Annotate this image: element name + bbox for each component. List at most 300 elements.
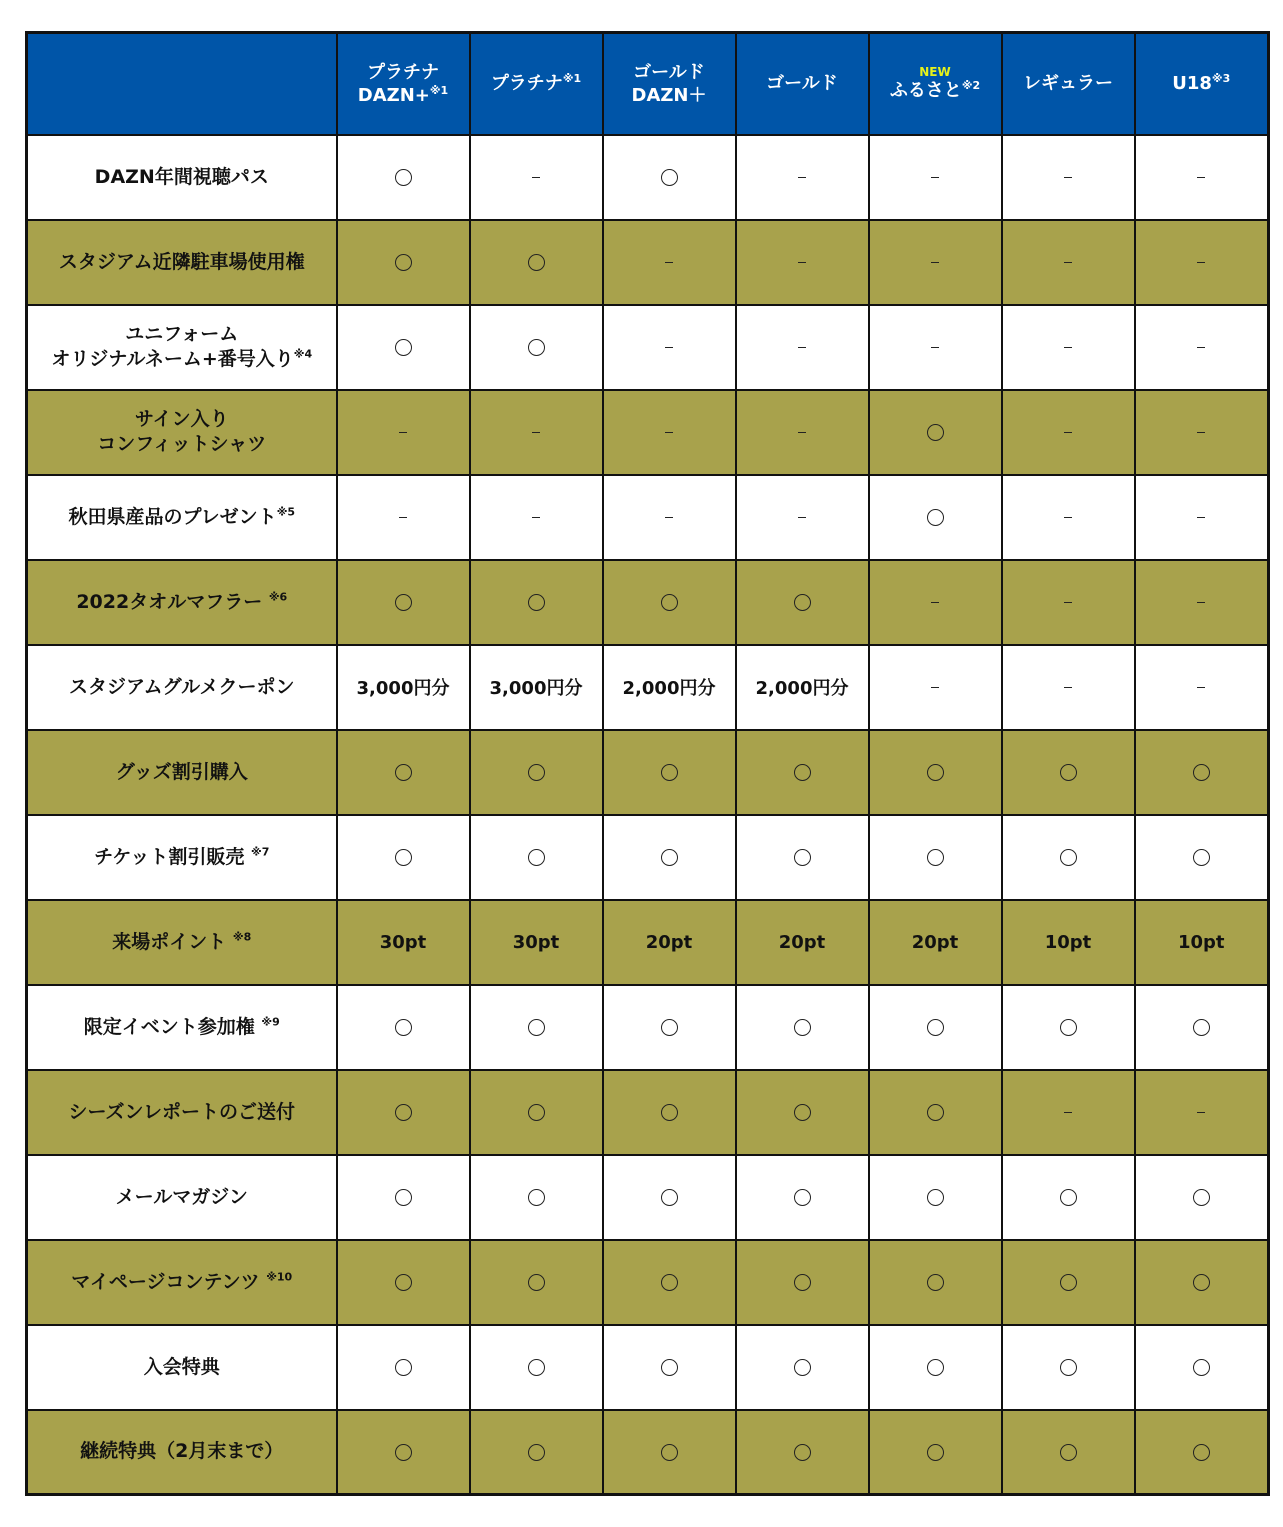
included-cell (1002, 730, 1135, 815)
circle-mark-icon (528, 1359, 545, 1376)
not-included-cell (1002, 135, 1135, 220)
included-cell (1002, 1240, 1135, 1325)
feature-name-line (28, 590, 336, 615)
not-included-cell (736, 475, 869, 560)
table-row (27, 985, 1269, 1070)
value-cell: 3,000円分 (470, 645, 603, 730)
not-included-cell (1002, 475, 1135, 560)
included-cell (470, 985, 603, 1070)
not-included-cell (470, 390, 603, 475)
included-cell (337, 730, 470, 815)
new-badge: NEW (919, 64, 951, 79)
circle-mark-icon (794, 594, 811, 611)
circle-mark-icon (927, 1359, 944, 1376)
feature-label-cell (27, 730, 337, 815)
circle-mark-icon (661, 1104, 678, 1121)
footnote-mark: ※6 (268, 590, 288, 604)
plan-header-cell (470, 33, 603, 135)
value-cell: 30pt (337, 900, 470, 985)
table-row (27, 1155, 1269, 1240)
included-cell (1002, 815, 1135, 900)
circle-mark-icon (1060, 764, 1077, 781)
included-cell (337, 560, 470, 645)
dash-mark-icon (1064, 687, 1072, 689)
feature-name-line (28, 347, 336, 372)
plan-name-suffix: DAZN＋ (631, 84, 707, 106)
table-body (27, 135, 1269, 1495)
feature-name: スタジアム近隣駐車場使用権 (58, 250, 305, 273)
included-cell (470, 560, 603, 645)
table-row (27, 900, 1269, 985)
dash-mark-icon (798, 177, 806, 179)
plan-name: ゴールド (633, 61, 705, 83)
circle-mark-icon (794, 1019, 811, 1036)
circle-mark-icon (528, 764, 545, 781)
circle-mark-icon (794, 1274, 811, 1291)
circle-mark-icon (661, 764, 678, 781)
included-cell (1135, 1155, 1269, 1240)
circle-mark-icon (1060, 1274, 1077, 1291)
value-cell: 10pt (1002, 900, 1135, 985)
circle-mark-icon (661, 169, 678, 186)
not-included-cell (603, 305, 736, 390)
circle-mark-icon (927, 1189, 944, 1206)
circle-mark-icon (1193, 1019, 1210, 1036)
circle-mark-icon (395, 849, 412, 866)
not-included-cell (1002, 390, 1135, 475)
not-included-cell (603, 475, 736, 560)
footnote-mark: ※8 (232, 930, 252, 944)
not-included-cell (1002, 1070, 1135, 1155)
included-cell (470, 220, 603, 305)
circle-mark-icon (661, 1444, 678, 1461)
feature-name-line (28, 1355, 336, 1380)
not-included-cell (603, 220, 736, 305)
table-row (27, 475, 1269, 560)
included-cell (337, 305, 470, 390)
included-cell (1135, 1240, 1269, 1325)
not-included-cell (337, 475, 470, 560)
plan-name: プラチナ (490, 73, 563, 95)
dash-mark-icon (665, 262, 673, 264)
circle-mark-icon (927, 1019, 944, 1036)
dash-mark-icon (798, 517, 806, 519)
plan-header-cell (736, 33, 869, 135)
plan-header-cell (337, 33, 470, 135)
plan-name-line (604, 84, 735, 107)
included-cell (1002, 1325, 1135, 1410)
feature-name-line (28, 1185, 336, 1210)
value-cell: 20pt (736, 900, 869, 985)
feature-name-second-line: コンフィットシャツ (97, 433, 267, 455)
dash-mark-icon (798, 262, 806, 264)
dash-mark-icon (931, 347, 939, 349)
included-cell (736, 985, 869, 1070)
footnote-mark: ※2 (961, 78, 981, 92)
dash-mark-icon (1197, 262, 1205, 264)
feature-name-line (28, 1439, 336, 1464)
included-cell (1135, 1325, 1269, 1410)
table-row (27, 1410, 1269, 1495)
value-cell: 3,000円分 (337, 645, 470, 730)
plan-name-line (471, 72, 602, 95)
included-cell (736, 1410, 869, 1495)
footnote-mark: ※3 (1211, 72, 1231, 86)
circle-mark-icon (528, 594, 545, 611)
dash-mark-icon (399, 517, 407, 519)
circle-mark-icon (1193, 849, 1210, 866)
table-row (27, 220, 1269, 305)
circle-mark-icon (1193, 1359, 1210, 1376)
dash-mark-icon (931, 262, 939, 264)
table-row (27, 815, 1269, 900)
feature-name: グッズ割引購入 (115, 760, 248, 783)
not-included-cell (1135, 135, 1269, 220)
feature-name: DAZN年間視聴パス (94, 165, 269, 188)
not-included-cell (603, 390, 736, 475)
included-cell (869, 1240, 1002, 1325)
dash-mark-icon (1197, 602, 1205, 604)
feature-name: 入会特典 (143, 1355, 220, 1378)
plan-name: U18 (1172, 73, 1212, 95)
not-included-cell (470, 135, 603, 220)
included-cell (603, 1155, 736, 1240)
included-cell (1135, 985, 1269, 1070)
included-cell (470, 730, 603, 815)
circle-mark-icon (794, 1359, 811, 1376)
circle-mark-icon (1193, 1444, 1210, 1461)
included-cell (869, 1070, 1002, 1155)
not-included-cell (1135, 220, 1269, 305)
included-cell (736, 1325, 869, 1410)
feature-name-line (28, 845, 336, 870)
included-cell (1002, 1410, 1135, 1495)
not-included-cell (1135, 1070, 1269, 1155)
table-row (27, 305, 1269, 390)
included-cell (736, 1155, 869, 1240)
footnote-mark: ※5 (276, 505, 296, 519)
table-row (27, 1240, 1269, 1325)
value-cell: 20pt (603, 900, 736, 985)
footnote-mark: ※4 (293, 347, 313, 361)
feature-name: 限定イベント参加権 (83, 1015, 262, 1038)
feature-label-cell (27, 815, 337, 900)
included-cell (603, 1070, 736, 1155)
feature-label-cell (27, 1410, 337, 1495)
circle-mark-icon (927, 1274, 944, 1291)
circle-mark-icon (794, 764, 811, 781)
dash-mark-icon (798, 432, 806, 434)
not-included-cell (470, 475, 603, 560)
feature-label-cell (27, 390, 337, 475)
dash-mark-icon (1197, 517, 1205, 519)
circle-mark-icon (661, 1189, 678, 1206)
dash-mark-icon (665, 432, 673, 434)
feature-name-line (28, 930, 336, 955)
feature-name: ユニフォーム (125, 323, 239, 345)
circle-mark-icon (794, 1104, 811, 1121)
included-cell (736, 1070, 869, 1155)
dash-mark-icon (1064, 1112, 1072, 1114)
included-cell (337, 1410, 470, 1495)
included-cell (470, 1070, 603, 1155)
circle-mark-icon (1060, 849, 1077, 866)
not-included-cell (869, 645, 1002, 730)
dash-mark-icon (931, 602, 939, 604)
included-cell (603, 1410, 736, 1495)
feature-name: チケット割引販売 (94, 845, 252, 868)
feature-name-line (28, 1270, 336, 1295)
feature-name: 2022タオルマフラー (76, 590, 269, 613)
circle-mark-icon (1193, 1274, 1210, 1291)
circle-mark-icon (794, 1189, 811, 1206)
table-row (27, 560, 1269, 645)
circle-mark-icon (927, 1104, 944, 1121)
value-cell: 2,000円分 (736, 645, 869, 730)
feature-name: マイページコンテンツ (71, 1270, 267, 1293)
plan-header-cell (1135, 33, 1269, 135)
feature-name-line (28, 432, 336, 457)
dash-mark-icon (931, 177, 939, 179)
included-cell (337, 1155, 470, 1240)
included-cell (603, 815, 736, 900)
included-cell (869, 390, 1002, 475)
plan-name-suffix: DAZN+ (357, 84, 430, 106)
not-included-cell (1135, 645, 1269, 730)
not-included-cell (869, 135, 1002, 220)
table-row (27, 730, 1269, 815)
included-cell (603, 1240, 736, 1325)
table-row (27, 1325, 1269, 1410)
feature-label-cell (27, 1325, 337, 1410)
feature-name: 秋田県産品のプレゼント (68, 505, 277, 528)
circle-mark-icon (528, 339, 545, 356)
circle-mark-icon (927, 509, 944, 526)
included-cell (869, 1410, 1002, 1495)
not-included-cell (1002, 560, 1135, 645)
included-cell (337, 985, 470, 1070)
included-cell (337, 135, 470, 220)
circle-mark-icon (395, 1359, 412, 1376)
included-cell (869, 1325, 1002, 1410)
value-cell: 20pt (869, 900, 1002, 985)
not-included-cell (869, 305, 1002, 390)
included-cell (1002, 1155, 1135, 1240)
not-included-cell (1135, 475, 1269, 560)
not-included-cell (1135, 390, 1269, 475)
circle-mark-icon (395, 1019, 412, 1036)
feature-label-cell (27, 560, 337, 645)
feature-name-line (28, 1015, 336, 1040)
not-included-cell (736, 390, 869, 475)
plan-header-cell (1002, 33, 1135, 135)
included-cell (337, 1070, 470, 1155)
included-cell (337, 815, 470, 900)
circle-mark-icon (661, 849, 678, 866)
feature-name-line (28, 505, 336, 530)
not-included-cell (869, 220, 1002, 305)
not-included-cell (1135, 560, 1269, 645)
included-cell (1135, 1410, 1269, 1495)
circle-mark-icon (927, 849, 944, 866)
not-included-cell (1135, 305, 1269, 390)
dash-mark-icon (1064, 262, 1072, 264)
plan-name: プラチナ (367, 61, 439, 83)
dash-mark-icon (1064, 517, 1072, 519)
feature-label-cell (27, 900, 337, 985)
feature-name: 継続特典（2月末まで） (80, 1440, 284, 1463)
feature-name-line (28, 760, 336, 785)
circle-mark-icon (395, 594, 412, 611)
included-cell (603, 985, 736, 1070)
feature-name-line (28, 250, 336, 275)
dash-mark-icon (532, 517, 540, 519)
feature-name: 来場ポイント (112, 930, 233, 953)
circle-mark-icon (395, 1189, 412, 1206)
circle-mark-icon (794, 849, 811, 866)
header-row (27, 33, 1269, 135)
plan-name: ゴールド (766, 73, 838, 95)
included-cell (337, 220, 470, 305)
included-cell (603, 135, 736, 220)
circle-mark-icon (1060, 1359, 1077, 1376)
dash-mark-icon (1197, 177, 1205, 179)
included-cell (736, 1240, 869, 1325)
circle-mark-icon (528, 849, 545, 866)
dash-mark-icon (665, 347, 673, 349)
included-cell (736, 560, 869, 645)
not-included-cell (337, 390, 470, 475)
included-cell (470, 1410, 603, 1495)
plan-header-cell (869, 33, 1002, 135)
not-included-cell (1002, 220, 1135, 305)
circle-mark-icon (927, 764, 944, 781)
plan-name: ふるさと (889, 79, 962, 101)
included-cell (869, 730, 1002, 815)
circle-mark-icon (794, 1444, 811, 1461)
footnote-mark: ※9 (261, 1015, 280, 1029)
footnote-mark: ※1 (429, 83, 449, 97)
dash-mark-icon (1064, 432, 1072, 434)
included-cell (869, 985, 1002, 1070)
included-cell (603, 560, 736, 645)
feature-label-cell (27, 1240, 337, 1325)
circle-mark-icon (395, 339, 412, 356)
feature-name: シーズンレポートのご送付 (68, 1100, 296, 1123)
feature-name: スタジアムグルメクーポン (68, 675, 295, 698)
plan-name-line (338, 84, 469, 107)
circle-mark-icon (395, 1274, 412, 1291)
included-cell (470, 1325, 603, 1410)
feature-label-cell (27, 305, 337, 390)
circle-mark-icon (528, 1189, 545, 1206)
dash-mark-icon (532, 432, 540, 434)
circle-mark-icon (1060, 1444, 1077, 1461)
circle-mark-icon (927, 1444, 944, 1461)
feature-name: メールマガジン (115, 1185, 248, 1208)
included-cell (337, 1325, 470, 1410)
feature-label-cell (27, 135, 337, 220)
plan-name: レギュラー (1023, 73, 1113, 95)
included-cell (603, 1325, 736, 1410)
not-included-cell (1002, 305, 1135, 390)
not-included-cell (736, 220, 869, 305)
feature-name-line (28, 165, 336, 190)
feature-name: サイン入り (134, 408, 229, 430)
membership-comparison-table (25, 31, 1270, 1496)
circle-mark-icon (661, 1019, 678, 1036)
included-cell (869, 815, 1002, 900)
plan-name-line (870, 79, 1001, 102)
not-included-cell (736, 305, 869, 390)
dash-mark-icon (931, 687, 939, 689)
circle-mark-icon (528, 1104, 545, 1121)
dash-mark-icon (1197, 1112, 1205, 1114)
circle-mark-icon (395, 254, 412, 271)
table-row (27, 1070, 1269, 1155)
included-cell (736, 730, 869, 815)
footnote-mark: ※10 (266, 1270, 293, 1284)
included-cell (869, 1155, 1002, 1240)
feature-name-line (28, 675, 336, 700)
included-cell (470, 1155, 603, 1240)
circle-mark-icon (1193, 1189, 1210, 1206)
table-row (27, 390, 1269, 475)
feature-label-cell (27, 475, 337, 560)
dash-mark-icon (1197, 432, 1205, 434)
included-cell (869, 475, 1002, 560)
circle-mark-icon (1060, 1189, 1077, 1206)
dash-mark-icon (532, 177, 540, 179)
circle-mark-icon (395, 764, 412, 781)
circle-mark-icon (395, 1104, 412, 1121)
dash-mark-icon (798, 347, 806, 349)
included-cell (1135, 815, 1269, 900)
circle-mark-icon (1193, 764, 1210, 781)
dash-mark-icon (399, 432, 407, 434)
circle-mark-icon (661, 1359, 678, 1376)
circle-mark-icon (661, 1274, 678, 1291)
circle-mark-icon (528, 254, 545, 271)
feature-name-second-line: オリジナルネーム+番号入り (51, 348, 294, 370)
value-cell: 10pt (1135, 900, 1269, 985)
dash-mark-icon (1064, 347, 1072, 349)
dash-mark-icon (1064, 177, 1072, 179)
not-included-cell (736, 135, 869, 220)
not-included-cell (1002, 645, 1135, 730)
included-cell (470, 815, 603, 900)
circle-mark-icon (528, 1274, 545, 1291)
circle-mark-icon (395, 1444, 412, 1461)
included-cell (603, 730, 736, 815)
included-cell (470, 1240, 603, 1325)
table-header (27, 33, 1269, 135)
circle-mark-icon (528, 1444, 545, 1461)
footnote-mark: ※7 (251, 845, 270, 859)
circle-mark-icon (528, 1019, 545, 1036)
feature-label-cell (27, 985, 337, 1070)
plan-name-line (1136, 72, 1268, 95)
dash-mark-icon (1064, 602, 1072, 604)
footnote-mark: ※1 (562, 72, 582, 86)
plan-header-cell (603, 33, 736, 135)
circle-mark-icon (395, 169, 412, 186)
included-cell (736, 815, 869, 900)
dash-mark-icon (1197, 687, 1205, 689)
value-cell: 30pt (470, 900, 603, 985)
included-cell (1135, 730, 1269, 815)
feature-name-line (28, 1100, 336, 1125)
